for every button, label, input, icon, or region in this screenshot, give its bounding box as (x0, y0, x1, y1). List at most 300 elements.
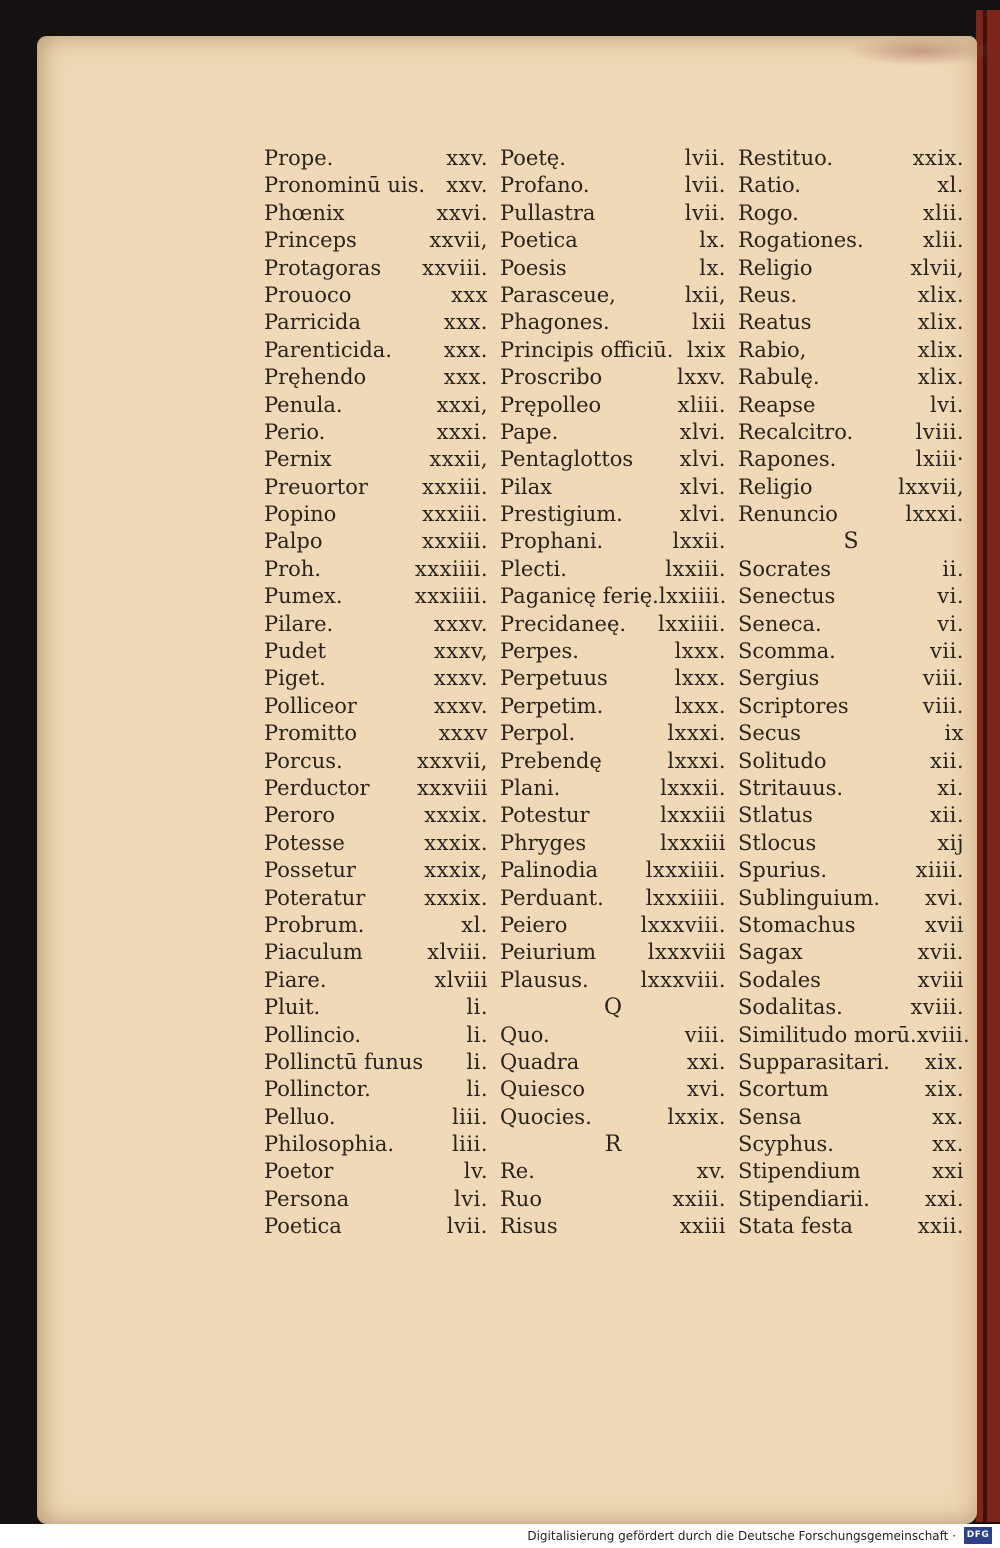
entry-page-number: lv. (463, 1159, 488, 1184)
section-letter: R (604, 1132, 622, 1158)
entry-word: Scriptores (738, 693, 849, 718)
entry-page-number: xvi. (924, 885, 964, 910)
index-entry (738, 392, 964, 419)
entry-page-number: xlix. (917, 337, 964, 362)
entry-page-number: xxix. (912, 146, 964, 170)
entry-word: Scomma. (738, 639, 836, 664)
index-entry (264, 830, 488, 857)
index-entry (264, 446, 488, 473)
entry-page-number: xix. (924, 1049, 964, 1074)
index-entry (500, 1104, 726, 1131)
index-entry (738, 583, 964, 610)
entry-word: Restituo. (738, 146, 834, 170)
entry-page-number: xxxiiii. (414, 556, 488, 581)
index-entry (264, 419, 488, 446)
entry-page-number: xvii (924, 912, 964, 937)
entry-word: Stlocus (738, 830, 817, 855)
index-entry (738, 912, 964, 939)
entry-page-number: xxxvii, (416, 748, 488, 773)
index-entry (738, 1158, 964, 1185)
index-entry (264, 638, 488, 665)
index-entry (738, 967, 964, 994)
entry-page-number: lxxiii. (665, 556, 726, 581)
entry-page-number: ii. (942, 556, 964, 581)
index-entry (264, 967, 488, 994)
index-entry (500, 1049, 726, 1076)
entry-word: Phagones. (500, 310, 610, 335)
entry-word: Perpol. (500, 721, 576, 746)
entry-page-number: lviii. (915, 419, 964, 444)
entry-word: Peiurium (500, 940, 597, 965)
entry-page-number: xxx. (443, 337, 488, 362)
entry-word: Rapones. (738, 447, 837, 472)
entry-page-number: xxxi, (436, 392, 488, 417)
index-entry (500, 1076, 726, 1103)
index-entry (500, 474, 726, 501)
entry-word: Perduant. (500, 885, 604, 910)
entry-page-number: xlviii (434, 967, 488, 992)
entry-word: Persona (264, 1186, 350, 1211)
entry-word: Perpetim. (500, 693, 604, 718)
index-entry (264, 528, 488, 555)
index-column-2 (500, 145, 726, 1241)
entry-page-number: lxxvii, (898, 474, 964, 499)
entry-page-number: lxxiiii. (658, 611, 726, 636)
entry-word: Poteratur (264, 885, 366, 910)
entry-page-number: lxxx. (674, 639, 726, 664)
index-entry (738, 1049, 964, 1076)
entry-word: Pernix (264, 447, 332, 472)
index-entry (264, 1049, 488, 1076)
entry-word: Pape. (500, 419, 559, 444)
index-entry (500, 830, 726, 857)
index-entry (738, 227, 964, 254)
entry-page-number: xviii. (910, 995, 964, 1020)
index-entry (264, 392, 488, 419)
entry-page-number: xxviii. (422, 255, 488, 280)
entry-page-number: li. (466, 1077, 488, 1102)
index-entry (500, 227, 726, 254)
index-entry (500, 967, 726, 994)
entry-word: Profano. (500, 173, 590, 198)
entry-word: Rogationes. (738, 228, 864, 253)
index-entry (738, 501, 964, 528)
entry-word: Similitudo morū. (738, 1022, 917, 1047)
entry-page-number: xlvi. (679, 474, 726, 499)
entry-word: Palinodia (500, 858, 598, 883)
index-entry (500, 556, 726, 583)
entry-word: Sublinguium. (738, 885, 881, 910)
entry-page-number: xxiii (679, 1214, 726, 1239)
entry-word: Pelluo. (264, 1104, 336, 1129)
entry-word: Rogo. (738, 200, 799, 225)
index-entry (738, 748, 964, 775)
entry-word: Ratio. (738, 173, 801, 198)
entry-word: Pudet (264, 639, 326, 664)
entry-word: Ruo (500, 1186, 542, 1211)
entry-word: Stritauus. (738, 775, 844, 800)
index-entry (500, 337, 726, 364)
entry-word: Prophani. (500, 529, 604, 554)
entry-word: Perpetuus (500, 666, 608, 691)
entry-page-number: xxxv (438, 721, 488, 746)
entry-word: Prebendę (500, 748, 602, 773)
entry-page-number: xlviii. (427, 940, 488, 965)
index-entry (738, 693, 964, 720)
entry-word: Pluit. (264, 995, 321, 1020)
entry-page-number: lxxx. (674, 666, 726, 691)
entry-page-number: xxxix. (424, 803, 488, 828)
entry-page-number: xxxiiii. (414, 584, 488, 609)
index-entry (738, 885, 964, 912)
index-entry (264, 693, 488, 720)
index-entry (738, 337, 964, 364)
index-entry (500, 145, 726, 172)
index-entry (500, 638, 726, 665)
section-letter: S (843, 529, 859, 555)
entry-page-number: xxi. (686, 1049, 726, 1074)
entry-word: Polliceor (264, 693, 357, 718)
entry-word: Piare. (264, 967, 327, 992)
entry-word: Preuortor (264, 474, 368, 499)
entry-word: Prope. (264, 146, 334, 170)
entry-word: Piget. (264, 666, 326, 691)
entry-word: Parenticida. (264, 337, 392, 362)
index-entry (500, 1213, 726, 1240)
entry-word: Pollinctor. (264, 1077, 371, 1102)
entry-page-number: lxiii· (915, 447, 964, 472)
entry-page-number: lvii. (446, 1214, 488, 1239)
entry-page-number: lxxxiiii. (645, 885, 726, 910)
index-entry (500, 912, 726, 939)
entry-word: Quiesco (500, 1077, 586, 1102)
entry-word: Seneca. (738, 611, 822, 636)
entry-page-number: xxv. (446, 146, 488, 170)
index-entry (500, 309, 726, 336)
entry-page-number: vii. (930, 639, 964, 664)
entry-page-number: lvii. (684, 200, 726, 225)
entry-page-number: lvi. (930, 392, 964, 417)
entry-page-number: lxxxviii. (640, 967, 726, 992)
index-entry (264, 364, 488, 391)
index-entry (738, 939, 964, 966)
index-entry (500, 583, 726, 610)
entry-page-number: lxxxiii (660, 830, 726, 855)
entry-word: Perio. (264, 419, 326, 444)
entry-page-number: lxxxviii (647, 940, 726, 965)
index-entry (264, 1022, 488, 1049)
entry-word: Porcus. (264, 748, 343, 773)
entry-word: Re. (500, 1159, 535, 1184)
index-entry (738, 1104, 964, 1131)
entry-page-number: xv. (696, 1159, 726, 1184)
index-entry (500, 611, 726, 638)
index-entry (500, 693, 726, 720)
entry-page-number: li. (466, 1049, 488, 1074)
entry-page-number: xx. (932, 1104, 964, 1129)
entry-word: Plani. (500, 775, 561, 800)
index-entry (264, 337, 488, 364)
entry-page-number: xl. (937, 173, 964, 198)
entry-word: Quo. (500, 1022, 550, 1047)
entry-page-number: xxxiii. (422, 474, 488, 499)
entry-word: Quadra (500, 1049, 580, 1074)
entry-page-number: lxxxi. (905, 502, 964, 527)
entry-word: Sensa (738, 1104, 802, 1129)
index-entry (500, 200, 726, 227)
entry-word: Poetę. (500, 146, 566, 170)
entry-page-number: lxxxiii (660, 803, 726, 828)
index-entry (500, 172, 726, 199)
entry-page-number: xxxix. (424, 830, 488, 855)
index-entry (264, 200, 488, 227)
entry-page-number: lxxxviii. (640, 912, 726, 937)
entry-page-number: lvi. (454, 1186, 488, 1211)
entry-word: Spurius. (738, 858, 828, 883)
section-letter-heading (500, 1131, 726, 1158)
entry-page-number: lx. (699, 255, 726, 280)
index-entry (264, 172, 488, 199)
entry-page-number: xxvi. (436, 200, 488, 225)
index-entry (264, 474, 488, 501)
entry-word: Plecti. (500, 556, 567, 581)
entry-word: Religio (738, 255, 813, 280)
entry-word: Religio (738, 474, 813, 499)
section-letter: Q (603, 995, 623, 1021)
entry-page-number: lxix (686, 337, 726, 362)
entry-page-number: viii. (922, 693, 964, 718)
index-entry (264, 309, 488, 336)
binding-edge (983, 10, 987, 1522)
index-entry (500, 665, 726, 692)
entry-word: Pronominū uis. (264, 173, 426, 198)
entry-word: Princeps (264, 228, 357, 253)
entry-page-number: xxxii, (429, 447, 488, 472)
entry-word: Socrates (738, 556, 831, 581)
index-entry (738, 1131, 964, 1158)
index-entry (500, 802, 726, 829)
entry-page-number: lxxxi. (667, 721, 726, 746)
entry-word: Stata festa (738, 1214, 853, 1239)
index-entry (500, 748, 726, 775)
entry-page-number: viii. (684, 1022, 726, 1047)
entry-page-number: xxiii. (672, 1186, 726, 1211)
index-entry (264, 939, 488, 966)
entry-word: Peiero (500, 912, 568, 937)
entry-word: Sergius (738, 666, 820, 691)
index-entry (500, 857, 726, 884)
index-entry (738, 255, 964, 282)
entry-word: Secus (738, 721, 801, 746)
entry-page-number: xlii. (922, 228, 964, 253)
entry-page-number: xlix. (917, 282, 964, 307)
index-entry (264, 1076, 488, 1103)
entry-page-number: ix (944, 721, 964, 746)
entry-page-number: xxi (932, 1159, 964, 1184)
index-entry (500, 528, 726, 555)
entry-word: Stipendium (738, 1159, 861, 1184)
index-entry (264, 1131, 488, 1158)
entry-word: Risus (500, 1214, 558, 1239)
index-entry (264, 583, 488, 610)
entry-page-number: xxxv. (433, 693, 488, 718)
index-entry (264, 282, 488, 309)
index-column-1 (264, 145, 488, 1241)
entry-page-number: xlvi. (679, 419, 726, 444)
entry-word: Reapse (738, 392, 816, 417)
entry-page-number: xxi. (924, 1186, 964, 1211)
index-entry (500, 364, 726, 391)
entry-page-number: lxxix. (667, 1104, 726, 1129)
entry-page-number: xlix. (917, 365, 964, 390)
entry-page-number: vi. (937, 611, 964, 636)
entry-word: Rabulę. (738, 365, 820, 390)
entry-word: Phryges (500, 830, 587, 855)
entry-word: Stipendiarii. (738, 1186, 870, 1211)
entry-word: Peroro (264, 803, 335, 828)
index-entry (264, 665, 488, 692)
entry-page-number: xxx. (443, 310, 488, 335)
book-binding (976, 10, 1000, 1522)
entry-page-number: xxxv, (433, 639, 488, 664)
index-entry (264, 556, 488, 583)
page-stain (847, 36, 997, 66)
index-entry (738, 1213, 964, 1240)
index-entry (738, 665, 964, 692)
entry-page-number: lxxx. (674, 693, 726, 718)
index-entry (738, 611, 964, 638)
entry-word: Proscribo (500, 365, 603, 390)
entry-page-number: xlvi. (679, 447, 726, 472)
index-entry (264, 501, 488, 528)
entry-page-number: xxxv. (433, 611, 488, 636)
entry-page-number: xlii. (922, 200, 964, 225)
entry-word: Promitto (264, 721, 357, 746)
entry-word: Precidaneę. (500, 611, 627, 636)
entry-word: Plausus. (500, 967, 589, 992)
entry-word: Principis officiū. (500, 337, 674, 362)
footer-credit: Digitalisierung gefördert durch die Deutsche Forschungsgemeinschaft · (527, 1529, 956, 1543)
index-entry (738, 1022, 971, 1049)
index-entry (500, 501, 726, 528)
section-letter-heading (738, 528, 964, 555)
dfg-logo: DFG (964, 1527, 992, 1544)
entry-word: Popino (264, 502, 337, 527)
entry-page-number: lvii. (684, 173, 726, 198)
entry-word: Pilax (500, 474, 552, 499)
entry-page-number: xliii. (677, 392, 726, 417)
index-entry (264, 255, 488, 282)
entry-word: Pręhendo (264, 365, 367, 390)
entry-word: Recalcitro. (738, 419, 854, 444)
entry-page-number: xxv. (446, 173, 488, 198)
index-entry (500, 1022, 726, 1049)
entry-word: Quocies. (500, 1104, 592, 1129)
index-entry (500, 1158, 726, 1185)
entry-word: Philosophia. (264, 1132, 395, 1157)
index-entry (500, 392, 726, 419)
index-entry (738, 200, 964, 227)
index-entry (264, 227, 488, 254)
index-entry (738, 474, 964, 501)
index-entry (264, 802, 488, 829)
entry-page-number: lxxiiii. (658, 584, 727, 609)
entry-page-number: liii. (451, 1132, 488, 1157)
entry-word: Perductor (264, 775, 370, 800)
entry-page-number: xlix. (917, 310, 964, 335)
entry-word: Scyphus. (738, 1132, 834, 1157)
entry-page-number: xij (937, 830, 964, 855)
entry-page-number: xxxiii. (422, 529, 488, 554)
entry-page-number: xix. (924, 1077, 964, 1102)
index-entry (264, 857, 488, 884)
entry-word: Potesse (264, 830, 345, 855)
index-entry (738, 994, 964, 1021)
entry-word: Proh. (264, 556, 322, 581)
entry-page-number: lxxv. (677, 365, 726, 390)
index-entry (500, 419, 726, 446)
entry-page-number: xvi. (686, 1077, 726, 1102)
index-entry (738, 145, 964, 172)
entry-page-number: lxxxi. (667, 748, 726, 773)
entry-word: Parasceue, (500, 282, 616, 307)
entry-page-number: lxii (692, 310, 726, 335)
entry-word: Pollinctū funus (264, 1049, 424, 1074)
entry-word: Prestigium. (500, 502, 623, 527)
entry-word: Poesis (500, 255, 567, 280)
entry-word: Prouoco (264, 282, 352, 307)
entry-word: Pollincio. (264, 1022, 362, 1047)
index-column-3 (738, 145, 971, 1241)
footer-bar (0, 1524, 1000, 1548)
index-entry (738, 446, 964, 473)
entry-page-number: li. (466, 995, 488, 1020)
entry-word: Potestur (500, 803, 590, 828)
entry-word: Pumex. (264, 584, 343, 609)
entry-page-number: xi. (937, 775, 964, 800)
entry-word: Poetica (500, 228, 578, 253)
index-entry (264, 720, 488, 747)
entry-word: Poetor (264, 1159, 334, 1184)
entry-page-number: xx. (932, 1132, 964, 1157)
entry-word: Palpo (264, 529, 323, 554)
entry-word: Reus. (738, 282, 798, 307)
entry-word: Reatus (738, 310, 812, 335)
entry-page-number: liii. (451, 1104, 488, 1129)
index-entry (738, 364, 964, 391)
entry-page-number: xlvii, (910, 255, 964, 280)
entry-page-number: lxxxiiii. (645, 858, 726, 883)
entry-page-number: lxxxii. (660, 775, 726, 800)
entry-page-number: xxxi. (436, 419, 488, 444)
entry-page-number: xviii. (916, 1022, 971, 1047)
index-entry (738, 775, 964, 802)
index-entry (738, 802, 964, 829)
index-entry (264, 1158, 488, 1185)
entry-page-number: lvii. (684, 146, 726, 170)
entry-word: Stlatus (738, 803, 813, 828)
index-entry (264, 748, 488, 775)
entry-word: Parricida (264, 310, 361, 335)
entry-word: Pentaglottos (500, 447, 634, 472)
entry-word: Probrum. (264, 912, 365, 937)
index-entry (264, 1213, 488, 1240)
entry-page-number: xxxix. (424, 885, 488, 910)
index-entry (264, 885, 488, 912)
index-entry (500, 885, 726, 912)
entry-word: Stomachus (738, 912, 856, 937)
entry-page-number: xxx (450, 282, 488, 307)
